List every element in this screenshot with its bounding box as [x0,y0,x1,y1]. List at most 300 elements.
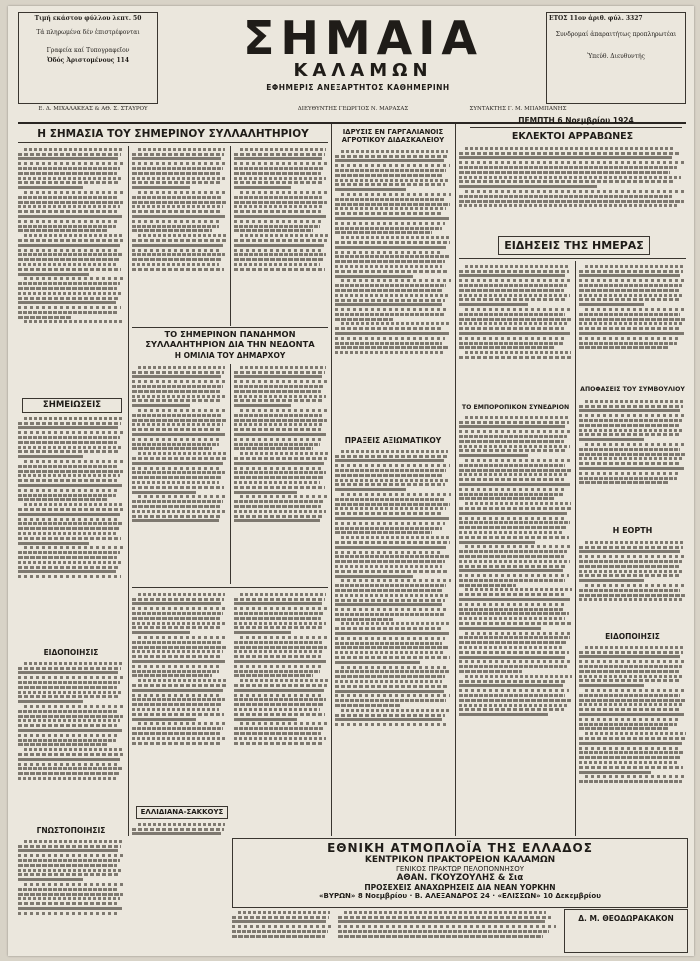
text-line [579,699,685,702]
text-line [335,179,449,182]
text-line [234,500,324,503]
text-line [234,210,321,213]
text-line [18,249,117,252]
text-line [459,279,571,282]
text-line [579,424,679,427]
text-line [132,263,219,266]
text-line [132,181,222,184]
text-line [132,443,219,446]
text-line [579,274,680,277]
text-line [579,703,682,706]
text-line [234,598,325,601]
text-line [341,666,449,669]
masthead [18,12,686,124]
text-line [18,196,118,199]
text-line [18,772,119,775]
text-line [579,313,680,316]
text-line [24,883,124,886]
text-line [335,351,444,354]
newspaper-tagline: ΕΦΗΜΕΡΙΣ ΑΝΕΞΑΡΤΗΤΟΣ ΚΑΘΗΜΕΡΙΝΗ [266,83,450,92]
text-line [459,617,565,620]
text-line [132,650,223,653]
text-line [234,423,324,426]
text-line [459,171,670,174]
text-line [18,422,121,425]
text-line [18,849,118,852]
text-line [24,546,124,549]
text-line [459,574,569,577]
text-line [341,709,451,712]
text-line [234,732,321,735]
text-line [335,670,449,673]
notes-heading: ΣΗΜΕΙΩΣΕΙΣ [22,398,122,413]
text-line [18,436,120,439]
text-line [335,318,393,321]
text-line [240,593,326,596]
text-line [18,316,71,319]
shipping-advertisement: ΕΘΝΙΚΗ ΑΤΜΟΠΛΟΪΑ ΤΗΣ ΕΛΛΑΔΟΣ ΚΕΝΤΡΙΚΟΝ ΠΡΑΚΤΟΡΕΙΟΝ ΚΑΛΑΜΩΝ ΓΕΝΙΚΟΣ ΠΡΑΚΤΩΡ ΠΕΛΟΠΟΝΝΗΣΟΥ ΑΘΑΝ. ΓΚΟΥΖΟΥΛΗΣ & Σια ΠΡΟΣΕΧΕΙΣ ΑΝΑΧΩΡΗΣΕΙΣ ΔΙΑ ΝΕΑΝ ΥΟΡΚΗΝ «ΒΥΡΩΝ» 8 Νοεμβρίου · Β. ΑΛΕΞΑΝΔΡΟΣ 24 · «ΕΛΙΣΣΩΝ» 10 Δεκεμβρίου [232,838,688,908]
text-line [579,660,685,663]
text-line [132,404,190,407]
text-line [18,311,118,314]
text-line [18,556,117,559]
text-line [18,205,120,208]
newspaper-subtitle: ΚΑΛΑΜΩΝ [293,60,433,81]
text-line [18,859,120,862]
text-line [341,236,450,239]
text-line [335,551,443,554]
text-line [138,148,225,151]
ship-byron: «ΒΥΡΩΝ» 8 Νοεμβρίου [319,892,408,900]
text-line [132,375,221,378]
text-line [579,414,685,417]
text-line [132,186,190,189]
article-column [132,146,227,324]
text-line [341,279,451,282]
text-line [132,433,225,436]
text-line [18,566,119,569]
text-line [132,399,222,402]
text-line [465,502,571,505]
issue-date: ΠΕΜΠΤΗ 6 Νοεμβρίου 1924 [470,116,682,128]
text-line [132,602,221,605]
text-line [232,930,328,933]
text-line [18,258,119,261]
text-line [459,689,569,692]
text-line [459,313,565,316]
text-line [18,542,89,545]
text-line [459,651,569,654]
text-line [335,299,445,302]
text-line [132,395,225,398]
text-line [234,172,321,175]
praxeis-heading: ΠΡΑΞΕΙΣ ΑΞΙΩΜΑΤΙΚΟΥ [344,436,442,445]
text-line [18,763,117,766]
text-line [459,445,570,448]
text-line [234,689,324,692]
news-heading: ΕΙΔΗΣΕΙΣ ΤΗΣ ΗΜΕΡΑΣ [498,236,650,255]
text-line [579,665,682,668]
text-line [18,907,122,910]
text-line [240,452,328,455]
text-line [18,513,120,516]
text-line [132,491,196,494]
text-line [18,551,120,554]
text-line [234,467,321,470]
text-line [335,342,442,345]
text-line [335,555,449,558]
text-line [579,409,680,412]
text-line [132,157,221,160]
text-line [234,660,326,663]
text-line [234,419,327,422]
text-line [132,646,226,649]
text-line [138,495,227,498]
text-line [18,210,117,213]
text-line [459,517,564,520]
ship-elisson: «ΕΛΙΣΣΩΝ» 10 Δεκεμβρίου [497,892,601,900]
text-line [18,671,118,674]
text-line [335,308,448,311]
text-line [18,186,83,189]
text-line [459,541,535,544]
text-line [579,294,684,297]
text-line [234,674,313,677]
text-line [132,201,226,204]
text-line [138,366,225,369]
text-line [132,622,225,625]
text-line [335,575,413,578]
text-line [459,536,569,539]
text-line [459,550,567,553]
text-line [335,294,449,297]
article-column [232,909,332,951]
text-line [335,637,445,640]
text-line [459,603,566,606]
text-line [459,526,566,529]
text-line [132,689,223,692]
text-line [459,694,565,697]
text-line [579,270,683,273]
text-line [335,608,448,611]
text-line [579,298,681,301]
text-line [18,527,119,530]
text-line [18,225,116,228]
text-line [579,670,679,673]
article-column [579,398,686,523]
text-line [132,732,220,735]
text-line [18,167,120,170]
text-line [335,327,443,330]
text-line [341,150,448,153]
notices-heading-right: ΕΙΔΟΠΟΙΗΣΙΣ [605,632,660,641]
text-line [234,380,327,383]
text-line [459,421,569,424]
text-line [18,710,118,713]
text-line [459,612,569,615]
text-line [18,162,123,165]
staff-director: ΔΙΕΥΘΥΝΤΗΣ ΓΕΩΡΓΙΟΣ Ν. ΜΑΡΑΣΑΣ [297,106,409,112]
text-line [18,753,123,756]
text-line [335,337,445,340]
shipping-title: ΕΘΝΙΚΗ ΑΤΜΟΠΛΟΪΑ ΤΗΣ ΕΛΛΑΔΟΣ [327,841,593,855]
text-line [459,627,541,630]
text-line [459,185,597,188]
text-line [335,531,432,534]
text-line [234,737,326,740]
text-line [138,409,227,412]
text-line [465,459,572,462]
text-line [459,704,567,707]
text-line [459,176,681,179]
text-line [579,708,679,711]
article-column [18,838,124,948]
text-line [585,308,686,311]
text-line [459,180,675,183]
merchant-advertisement [564,909,688,953]
text-line [335,198,444,201]
text-line [579,318,685,321]
text-line [335,527,442,530]
text-line [234,727,324,730]
text-line [459,356,571,359]
text-line [18,700,83,703]
text-line [585,775,686,778]
text-line [18,268,121,271]
text-line [335,275,413,278]
article-column [18,146,124,394]
text-line [579,679,681,682]
text-line [138,722,227,725]
text-line [459,464,565,467]
text-line [335,642,442,645]
text-line [459,161,684,164]
text-line [335,474,443,477]
text-line [132,172,220,175]
text-line [335,217,449,220]
text-line [579,751,684,754]
text-line [335,155,448,158]
text-line [459,521,570,524]
text-line [579,346,669,349]
text-line [24,191,124,194]
text-line [18,719,120,722]
text-line [335,188,406,191]
text-line [579,322,682,325]
text-line [335,570,448,573]
text-line [459,478,564,481]
text-line [335,255,449,258]
text-line [132,713,224,716]
text-line [132,655,220,658]
text-line [18,479,117,482]
text-line [335,483,445,486]
text-line [579,598,682,601]
text-line [234,205,324,208]
text-line [341,493,451,496]
text-line [459,274,565,277]
staff-editor: ΣΥΝΤΑΚΤΗΣ Γ. Μ. ΜΠΑΜΠΑΝΗΣ [469,106,567,112]
text-line [459,425,565,428]
text-line [335,699,446,702]
text-line [579,565,679,568]
text-line [232,920,326,923]
text-line [138,234,227,237]
text-line [335,627,443,630]
text-line [132,177,225,180]
text-line [18,239,123,242]
text-line [234,519,320,522]
article-column [234,364,328,584]
text-line [132,698,225,701]
text-line [18,181,119,184]
text-line [234,626,323,629]
text-line [234,443,320,446]
text-line [132,268,224,271]
text-line [335,723,448,726]
text-line [579,718,681,721]
text-line [335,332,449,335]
text-line [335,632,449,635]
text-line [18,244,120,247]
text-line [234,433,326,436]
text-line [335,646,448,649]
text-line [18,201,123,204]
text-line [335,512,443,515]
text-line [240,409,328,412]
text-line [18,777,116,780]
newspaper-title: ΣΗΜΑΙΑ [242,11,483,65]
text-line [240,636,328,639]
text-line [341,579,451,582]
text-line [459,584,516,587]
text-line [138,452,227,455]
text-line [579,655,680,658]
text-line [579,438,644,441]
text-line [18,854,123,857]
text-line [234,268,325,271]
text-line [132,371,224,374]
text-line [18,869,122,872]
text-line [234,703,323,706]
text-line [335,675,445,678]
text-line [132,510,225,513]
text-line [18,758,120,761]
text-line [579,477,677,480]
text-line [18,676,123,679]
text-line [240,495,328,498]
text-line [335,685,448,688]
text-line [335,661,420,664]
text-line [344,911,546,914]
text-line [579,457,682,460]
text-line [341,536,450,539]
article-column [335,448,451,836]
text-line [234,646,327,649]
text-line [335,694,450,697]
text-line [18,537,121,540]
text-line [240,234,328,237]
text-line [234,457,327,460]
text-line [335,464,450,467]
text-line [579,651,683,654]
article-column [18,415,124,645]
text-line [132,737,225,740]
text-line [240,148,326,151]
text-line [234,375,322,378]
text-line [18,743,107,746]
text-line [335,459,444,462]
text-line [234,694,321,697]
text-line [234,414,322,417]
rally-headline: ΤΟ ΣΗΜΕΡΙΝΟΝ ΠΑΝΔΗΜΟΝ ΣΥΛΛΑΛΗΤΗΡΙΟΝ ΔΙΑ ΤΗΝ ΝΕΔΟΝΤΑ [145,329,315,349]
text-line [132,598,224,601]
text-line [579,453,685,456]
text-line [579,289,679,292]
text-line [459,565,566,568]
text-line [459,713,548,716]
article-column [338,909,558,951]
text-line [234,186,291,189]
text-line [459,294,570,297]
text-line [579,433,681,436]
text-line [335,589,443,592]
text-line [234,196,322,199]
text-line [18,292,122,295]
text-line [18,873,119,876]
text-line [335,541,450,544]
text-line [579,462,679,465]
article-column [579,644,686,836]
text-line [459,303,528,306]
text-line [132,742,222,745]
article-column [459,414,572,836]
text-line [579,327,679,330]
text-line [341,193,451,196]
text-line [132,703,222,706]
text-line [234,631,291,634]
text-line [335,517,449,520]
text-line [24,840,122,843]
text-line [579,546,683,549]
text-line [18,902,117,905]
text-line [585,689,686,692]
text-line [234,157,322,160]
text-line [18,229,107,232]
text-line [132,438,222,441]
text-line [459,270,569,273]
text-line [138,636,227,639]
text-line [132,626,222,629]
text-line [579,560,682,563]
text-line [18,724,117,727]
text-line [459,322,567,325]
text-line [579,737,685,740]
text-line [18,518,117,521]
text-line [234,655,321,658]
text-line [335,303,442,306]
text-line [18,878,83,881]
text-line [132,462,223,465]
text-line [459,204,677,207]
text-line [18,532,116,535]
text-line [234,167,324,170]
meeting-heading: ΑΠΟΦΑΣΕΙΣ ΤΟΥ ΣΥΜΒΟΥΛΙΟΥ [580,386,685,393]
text-line [335,260,445,263]
text-line [18,686,117,689]
text-line [459,289,564,292]
article-column [579,539,686,629]
